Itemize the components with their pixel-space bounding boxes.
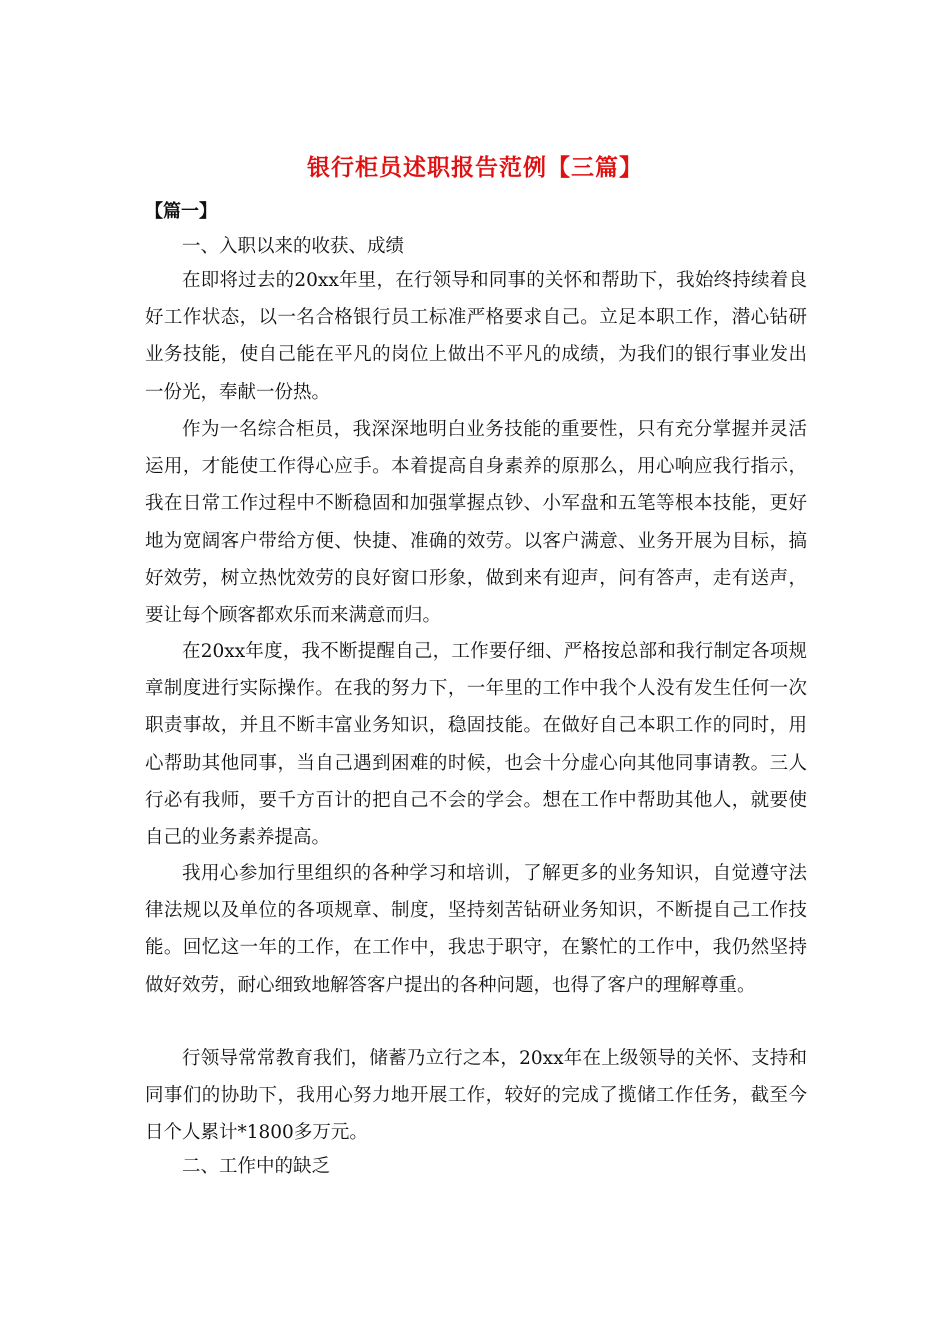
- section-label: 【篇一】: [145, 201, 217, 222]
- document-title: 银行柜员述职报告范例【三篇】: [307, 154, 643, 181]
- paragraph-4: 我用心参加行里组织的各种学习和培训，了解更多的业务知识，自觉遵守法律法规以及单位的各项规章、制度，坚持刻苦钻研业务知识，不断提自己工作技能。回忆这一年的工作，在工作中，我忠于职守，在繁忙的工作中，我仍然坚持做好效劳，耐心细致地解答客户提出的各种问题，也得了客户的理解尊重。: [145, 863, 807, 996]
- paragraph-2: 作为一名综合柜员，我深深地明白业务技能的重要性，只有充分掌握并灵活运用，才能使工作得心应手。本着提高自身素养的原那么，用心响应我行指示，我在日常工作过程中不断稳固和加强掌握点钞、小军盘和五笔等根本技能，更好地为宽阔客户带给方便、快捷、准确的效劳。以客户满意、业务开展为目标，搞好效劳，树立热忱效劳的良好窗口形象，做到来有迎声，问有答声，走有送声，要让每个顾客都欢乐而来满意而归。: [145, 419, 807, 627]
- section-heading-1: 一、入职以来的收获、成绩: [182, 236, 405, 257]
- paragraph-5: 行领导常常教育我们，储蓄乃立行之本，20xx年在上级领导的关怀、支持和同事们的协助下，我用心努力地开展工作，较好的完成了揽储工作任务，截至今日个人累计*1800多万元。: [145, 1048, 807, 1144]
- paragraph-3: 在20xx年度，我不断提醒自己，工作要仔细、严格按总部和我行制定各项规章制度进行实际操作。在我的努力下，一年里的工作中我个人没有发生任何一次职责事故，并且不断丰富业务知识，稳固技能。在做好自己本职工作的同时，用心帮助其他同事，当自己遇到困难的时候，也会十分虚心向其他同事请教。三人行必有我师，要千方百计的把自己不会的学会。想在工作中帮助其他人，就要使自己的业务素养提高。: [145, 641, 807, 849]
- paragraph-1: 在即将过去的20xx年里，在行领导和同事的关怀和帮助下，我始终持续着良好工作状态，以一名合格银行员工标准严格要求自己。立足本职工作，潜心钻研业务技能，使自己能在平凡的岗位上做出不平凡的成绩，为我们的银行事业发出一份光，奉献一份热。: [145, 270, 807, 403]
- section-heading-2: 二、工作中的缺乏: [182, 1156, 331, 1177]
